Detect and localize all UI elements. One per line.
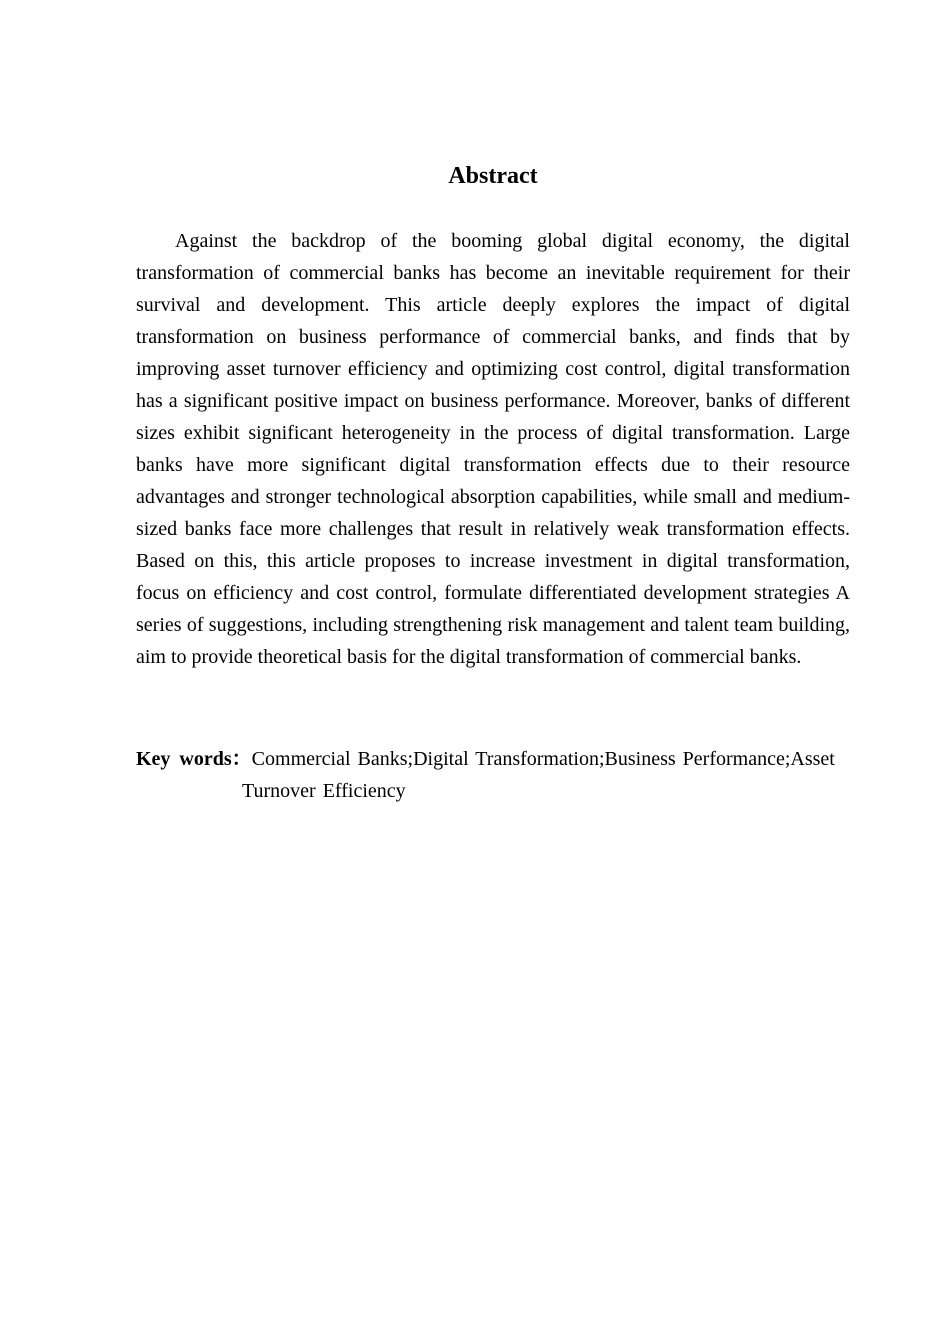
keywords-section [136,743,850,807]
abstract-heading: Abstract [448,163,538,189]
keywords-label: Key words： [136,748,252,770]
abstract-paragraph: Against the backdrop of the booming global digital economy, the digital transformation of commercial banks has become an inevitable requirement for their survival and development. This article deeply explores the impact of digital transformation on business performance of commercial banks, and finds that by improving asset turnover efficiency and optimizing cost control, digital transformation has a significant positive impact on business performance. Moreover, banks of different sizes exhibit significant heterogeneity in the process of digital transformation. Large banks have more significant digital transformation effects due to their resource advantages and stronger technological absorption capabilities, while small and medium-sized banks face more challenges that result in relatively weak transformation effects. Based on this, this article proposes to increase investment in digital transformation, focus on efficiency and cost control, formulate differentiated development strategies A series of suggestions, including strengthening risk management and talent team building, aim to provide theoretical basis for the digital transformation of commercial banks. [136,230,850,668]
keywords-list: Commercial Banks;Digital Transformation;Business Performance;Asset Turnover Efficiency [242,748,835,802]
